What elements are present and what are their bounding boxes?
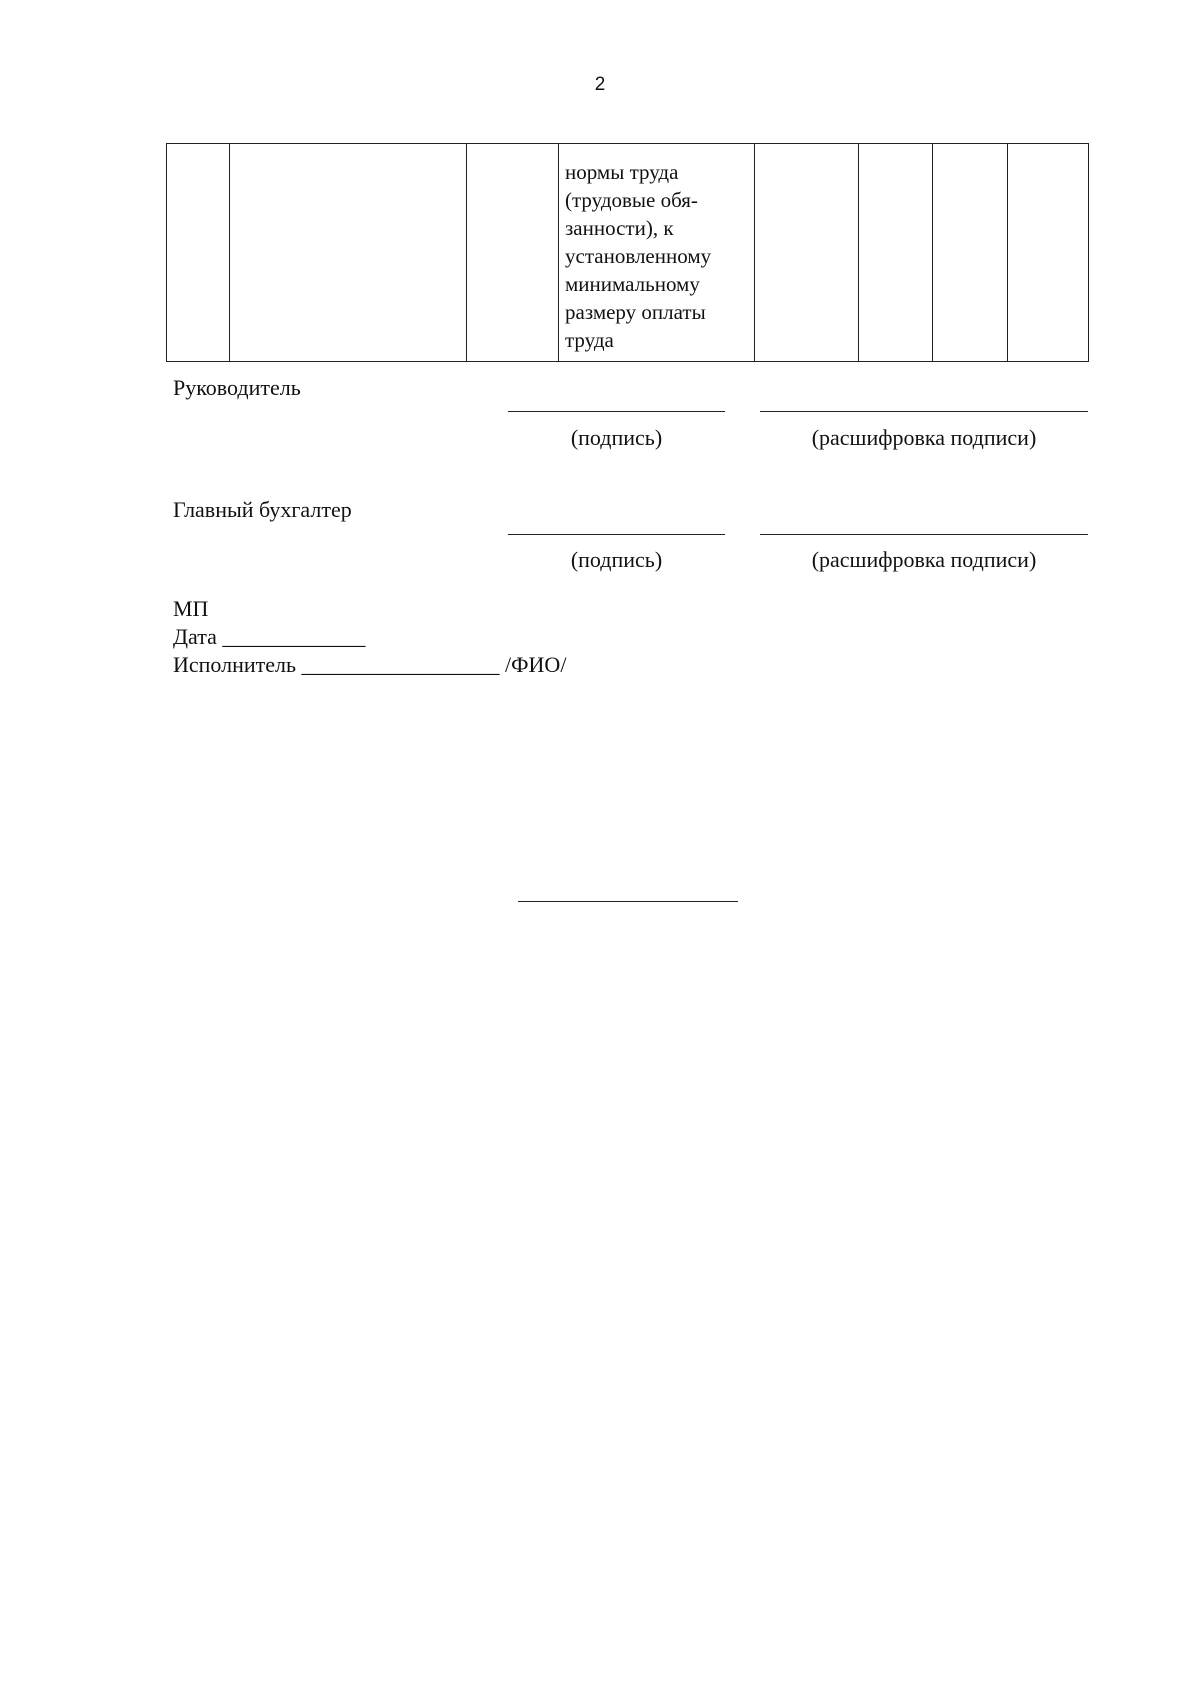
form-table [166,143,1089,362]
table-cell [1008,144,1089,362]
chief-accountant-label: Главный бухгалтер [173,497,352,522]
table-cell [859,144,933,362]
executor-line: Исполнитель __________________ /ФИО/ [173,652,567,677]
head-signature-caption: (подпись) [570,425,663,450]
document-end-line [518,901,738,902]
chief-accountant-decoding-line [760,534,1088,535]
head-decoding-line [760,411,1088,412]
chief-accountant-signature-caption: (подпись) [570,547,663,572]
table-cell [167,144,230,362]
table-cell [755,144,859,362]
stamp-label: МП [173,596,209,621]
head-signature-line [508,411,725,412]
head-label: Руководитель [173,375,301,400]
chief-accountant-decoding-caption: (расшифровка подписи) [811,547,1037,572]
table-row [167,144,1089,362]
table-cell [230,144,467,362]
date-line: Дата _____________ [173,624,366,649]
chief-accountant-signature-line [508,534,725,535]
head-decoding-caption: (расшифровка подписи) [811,425,1037,450]
table-cell-text: нормы труда (трудовые обя-занности), к установленному минимальному размеру оплаты труда [565,160,712,352]
table-cell [559,144,755,362]
table-cell [933,144,1008,362]
table-cell [467,144,559,362]
page-number: 2 [594,74,606,95]
